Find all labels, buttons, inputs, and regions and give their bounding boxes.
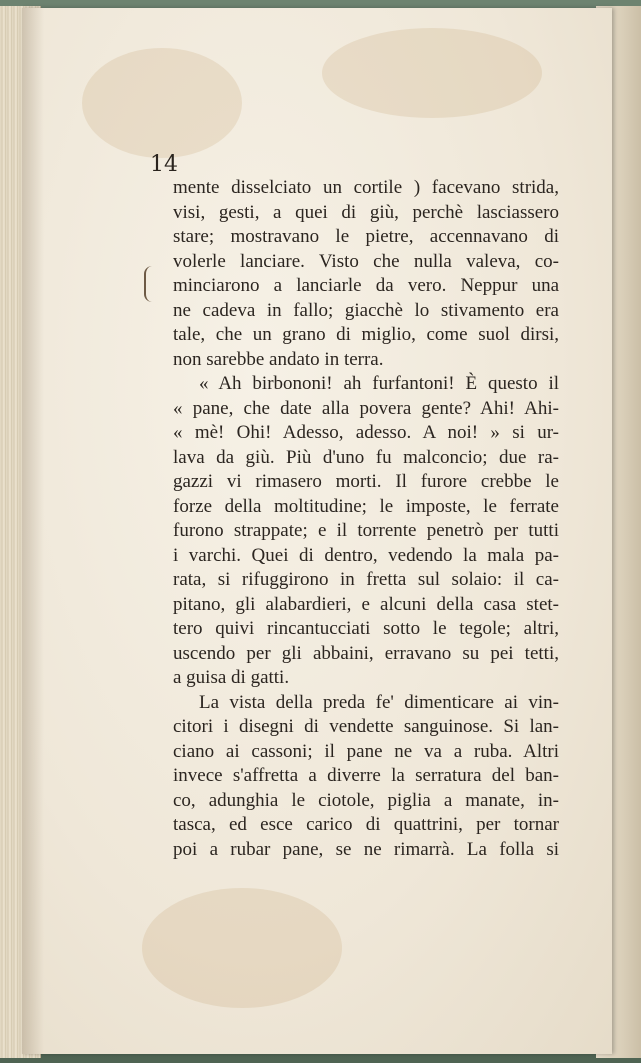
text-line: volerle lanciare. Visto che nulla valeva, co-	[173, 250, 559, 272]
paper-stain	[82, 48, 242, 158]
text-line: uscendo per gli abbaini, erravano su pei tetti,	[173, 642, 559, 664]
text-line: a guisa di gatti.	[173, 667, 290, 688]
text-line: forze della moltitudine; le imposte, le ferrate	[173, 495, 559, 517]
text-line: non sarebbe andato in terra.	[173, 348, 384, 370]
text-line: furono strappate; e il torrente penetrò per tutti	[173, 520, 559, 541]
text-line: ciano ai cassoni; il pane ne va a ruba. Altri	[173, 740, 559, 762]
text-line: rata, si rifuggirono in fretta sul solaio: il ca-	[173, 569, 559, 590]
text-line: lava da giù. Più d'uno fu malconcio; due ra-	[173, 446, 559, 468]
text-line: i varchi. Quei di dentro, vedendo la mala pa-	[173, 544, 559, 566]
text-line: stare; mostravano le pietre, accennavano di	[173, 226, 559, 247]
margin-mark	[144, 266, 153, 302]
paper-stain	[142, 888, 342, 1008]
text-line: visi, gesti, a quei di giù, perchè lasciassero	[173, 201, 559, 223]
text-line: tero quivi rincantucciati sotto le tegole; altri,	[173, 618, 559, 639]
text-line: tale, che un grano di miglio, come suol dirsi,	[173, 324, 559, 345]
page-number: 14	[150, 152, 178, 177]
text-line: « mè! Ohi! Adesso, adesso. A noi! » si ur-	[173, 422, 559, 443]
text-line: poi a rubar pane, se ne rimarrà. La folla si	[173, 838, 559, 860]
page-gutter-shadow	[22, 8, 44, 1054]
text-line: invece s'affretta a diverre la serratura del ban-	[173, 765, 559, 786]
text-line: La vista della preda fe' dimenticare ai vin-	[199, 691, 559, 713]
text-line: « pane, che date alla povera gente? Ahi! Ahi-	[173, 397, 559, 419]
text-line: citori i disegni di vendette sanguinose. Si lan-	[173, 716, 559, 737]
text-line: tasca, ed esce carico di quattrini, per tornar	[173, 814, 559, 835]
paper-stain	[322, 28, 542, 118]
text-line: co, adunghia le ciotole, piglia a manate, in-	[173, 789, 559, 811]
text-line: ne cadeva in fallo; giacchè lo stivamento era	[173, 299, 559, 321]
text-line: pitano, gli alabardieri, e alcuni della casa stet-	[173, 593, 559, 615]
text-line: mente disselciato un cortile ) facevano strida,	[173, 177, 559, 198]
text-line: minciarono a lanciarle da vero. Neppur una	[173, 275, 559, 296]
page-text	[173, 176, 559, 862]
text-line: gazzi vi rimasero morti. Il furore crebbe le	[173, 471, 559, 492]
text-line: « Ah birbononi! ah furfantoni! È questo il	[199, 373, 559, 394]
